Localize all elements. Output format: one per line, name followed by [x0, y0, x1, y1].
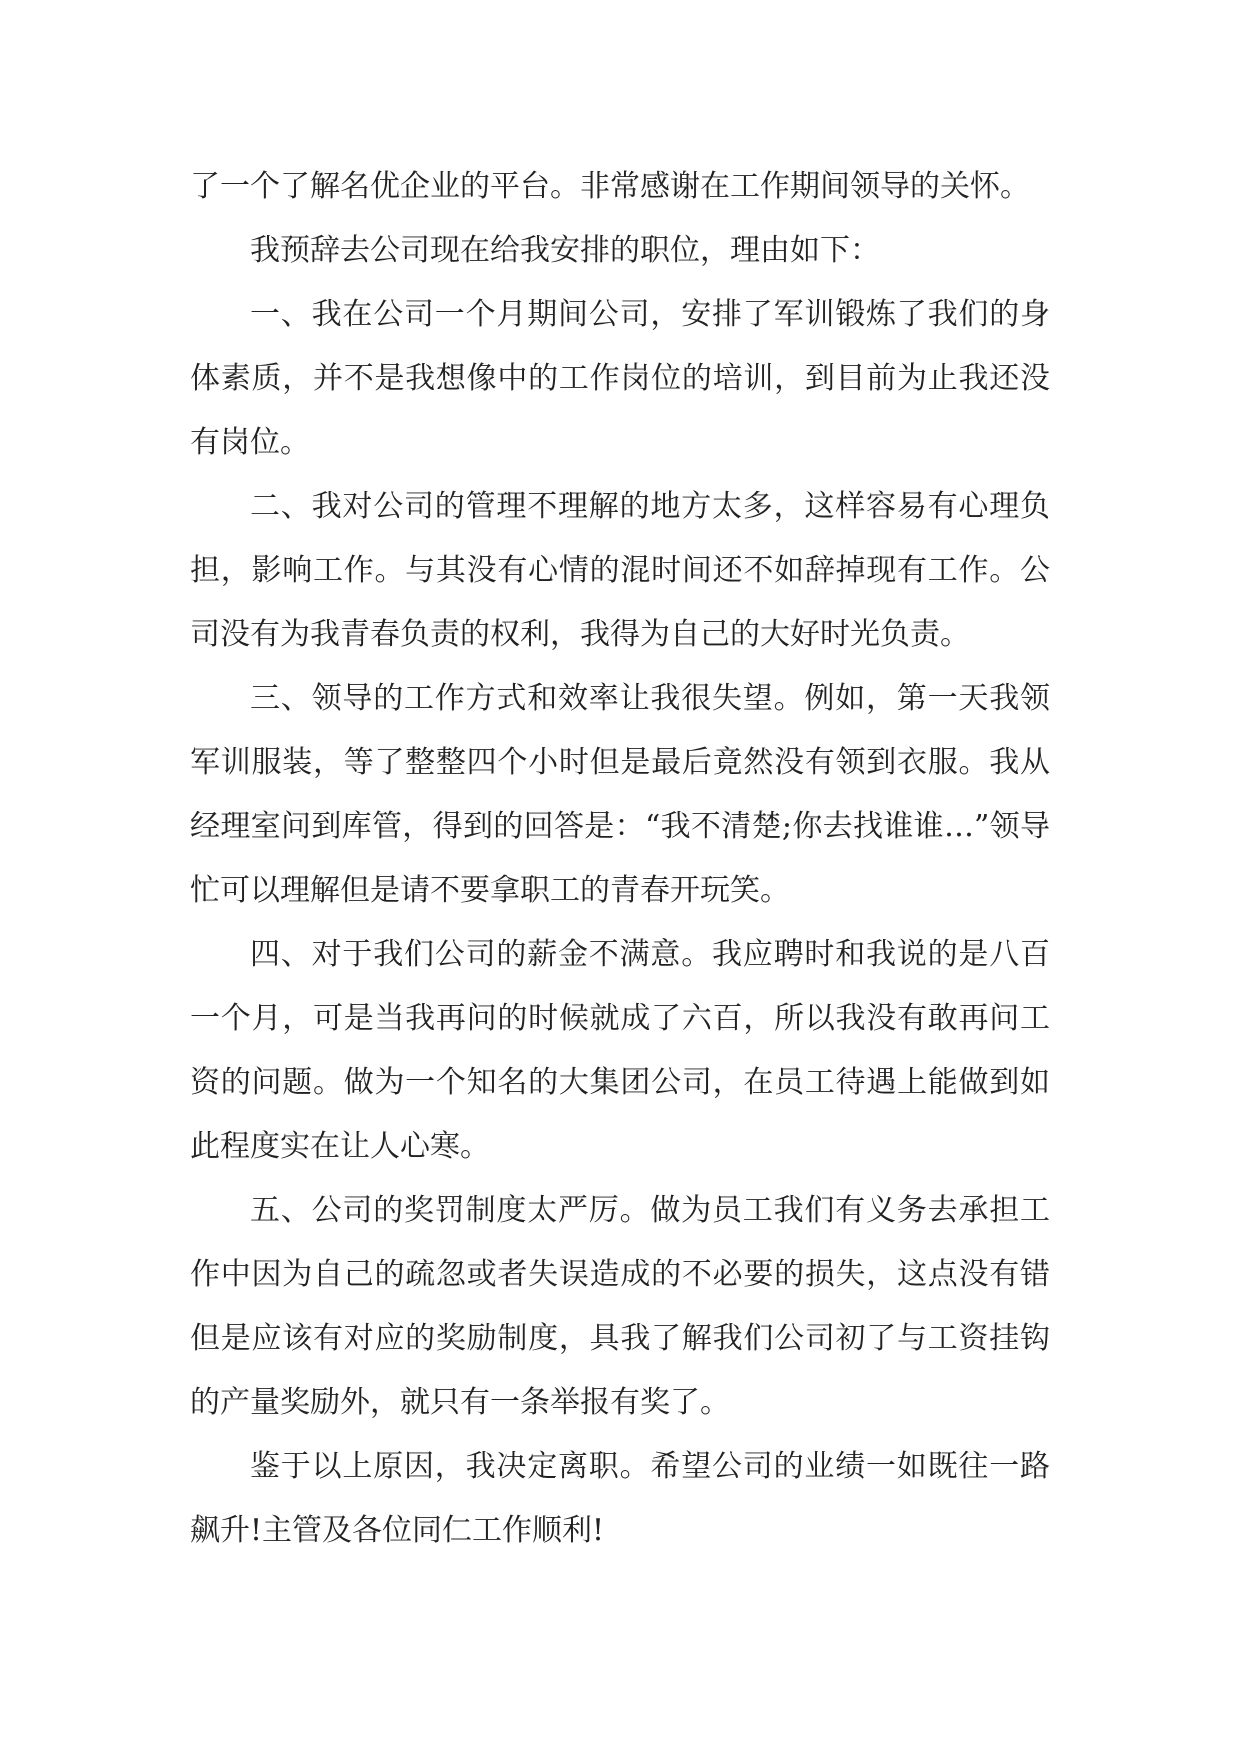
paragraph-reason-5: 五、公司的奖罚制度太严厉。做为员工我们有义务去承担工作中因为自己的疏忽或者失误造成的不必要的损失，这点没有错但是应该有对应的奖励制度，具我了解我们公司初了与工资挂钩的产量奖励外，就只有一条举报有奖了。: [190, 1193, 1050, 1420]
paragraph-reason-2: 二、我对公司的管理不理解的地方太多，这样容易有心理负担，影响工作。与其没有心情的混时间还不如辞掉现有工作。公司没有为我青春负责的权利，我得为自己的大好时光负责。: [190, 489, 1050, 652]
paragraph-reason-4: 四、对于我们公司的薪金不满意。我应聘时和我说的是八百一个月，可是当我再问的时候就成了六百，所以我没有敢再问工资的问题。做为一个知名的大集团公司，在员工待遇上能做到如此程度实在让人心寒。: [190, 937, 1050, 1164]
paragraph-continuation: 了一个了解名优企业的平台。非常感谢在工作期间领导的关怀。: [190, 169, 1030, 204]
paragraph-intent: 我预辞去公司现在给我安排的职位，理由如下：: [250, 233, 880, 268]
document-body: [190, 155, 1050, 1563]
paragraph-reason-1: 一、我在公司一个月期间公司，安排了军训锻炼了我们的身体素质，并不是我想像中的工作岗位的培训，到目前为止我还没有岗位。: [190, 297, 1050, 460]
paragraph-conclusion: 鉴于以上原因，我决定离职。希望公司的业绩一如既往一路飙升!主管及各位同仁工作顺利!: [190, 1449, 1050, 1548]
paragraph-reason-3: 三、领导的工作方式和效率让我很失望。例如，第一天我领军训服装，等了整整四个小时但是最后竟然没有领到衣服。我从经理室问到库管，得到的回答是：“我不清楚;你去找谁谁…”领导忙可以理解但是请不要拿职工的青春开玩笑。: [190, 681, 1050, 908]
